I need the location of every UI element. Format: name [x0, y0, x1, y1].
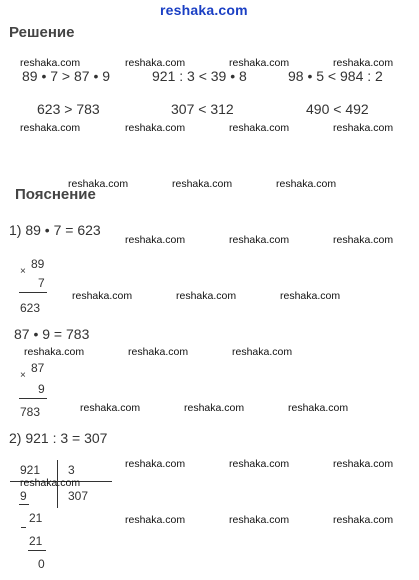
mult-1-top: 89	[31, 257, 45, 271]
watermark: reshaka.com	[80, 402, 141, 414]
step-2-equation: 2) 921 : 3 = 307	[9, 430, 108, 446]
mult-2-bottom: 9	[38, 382, 45, 396]
watermark: reshaka.com	[125, 57, 186, 69]
comparison-2: 921 : 3 < 39 • 8	[152, 68, 247, 84]
result-3: 490 < 492	[306, 101, 369, 117]
watermark: reshaka.com	[276, 178, 337, 190]
watermark: reshaka.com	[68, 178, 129, 190]
solution-heading: Решение	[9, 24, 75, 41]
mult-1-bottom: 7	[38, 276, 45, 290]
explanation-heading: Пояснение	[15, 186, 96, 203]
watermark: reshaka.com	[333, 234, 394, 246]
site-logo[interactable]: reshaka.com	[160, 2, 248, 18]
watermark: reshaka.com	[20, 57, 81, 69]
comparison-3: 98 • 5 < 984 : 2	[288, 68, 383, 84]
division-divisor: 3	[68, 463, 75, 477]
watermark: reshaka.com	[24, 346, 85, 358]
watermark: reshaka.com	[125, 458, 186, 470]
mult-2-result: 783	[20, 405, 41, 419]
watermark: reshaka.com	[229, 57, 290, 69]
watermark: reshaka.com	[333, 514, 394, 526]
watermark: reshaka.com	[125, 122, 186, 134]
result-1: 623 > 783	[37, 101, 100, 117]
watermark: reshaka.com	[232, 346, 293, 358]
division-underline-1	[19, 504, 29, 505]
division-remainder-1: 21	[29, 511, 43, 525]
division-quotient: 307	[68, 489, 89, 503]
watermark: reshaka.com	[20, 122, 81, 134]
division-remainder-2: 0	[38, 557, 45, 571]
watermark: reshaka.com	[184, 402, 245, 414]
watermark: reshaka.com	[125, 234, 186, 246]
watermark: reshaka.com	[128, 346, 189, 358]
step-1b-equation: 87 • 9 = 783	[14, 326, 90, 342]
mult-1-underline	[19, 292, 47, 293]
division-sub-2: 21	[29, 534, 43, 548]
watermark: reshaka.com	[280, 290, 341, 302]
watermark: reshaka.com	[229, 234, 290, 246]
watermark: reshaka.com	[288, 402, 349, 414]
step-1-equation: 1) 89 • 7 = 623	[9, 222, 101, 238]
watermark: reshaka.com	[229, 458, 290, 470]
watermark: reshaka.com	[176, 290, 237, 302]
watermark: reshaka.com	[229, 514, 290, 526]
result-2: 307 < 312	[171, 101, 234, 117]
mult-2-underline	[19, 398, 47, 399]
mult-1-result: 623	[20, 301, 41, 315]
watermark: reshaka.com	[333, 458, 394, 470]
watermark: reshaka.com	[333, 122, 394, 134]
watermark: reshaka.com	[333, 57, 394, 69]
division-sub-1: 9	[20, 489, 27, 503]
watermark: reshaka.com	[229, 122, 290, 134]
minus-sign	[21, 527, 26, 528]
division-underline-2	[28, 550, 46, 551]
multiply-sign: ×	[20, 370, 26, 381]
watermark: reshaka.com	[125, 514, 186, 526]
watermark: reshaka.com	[172, 178, 233, 190]
comparison-1: 89 • 7 > 87 • 9	[22, 68, 111, 84]
watermark: reshaka.com	[72, 290, 133, 302]
watermark: reshaka.com	[20, 477, 81, 489]
multiply-sign: ×	[20, 266, 26, 277]
mult-2-top: 87	[31, 361, 45, 375]
division-dividend: 921	[20, 463, 41, 477]
